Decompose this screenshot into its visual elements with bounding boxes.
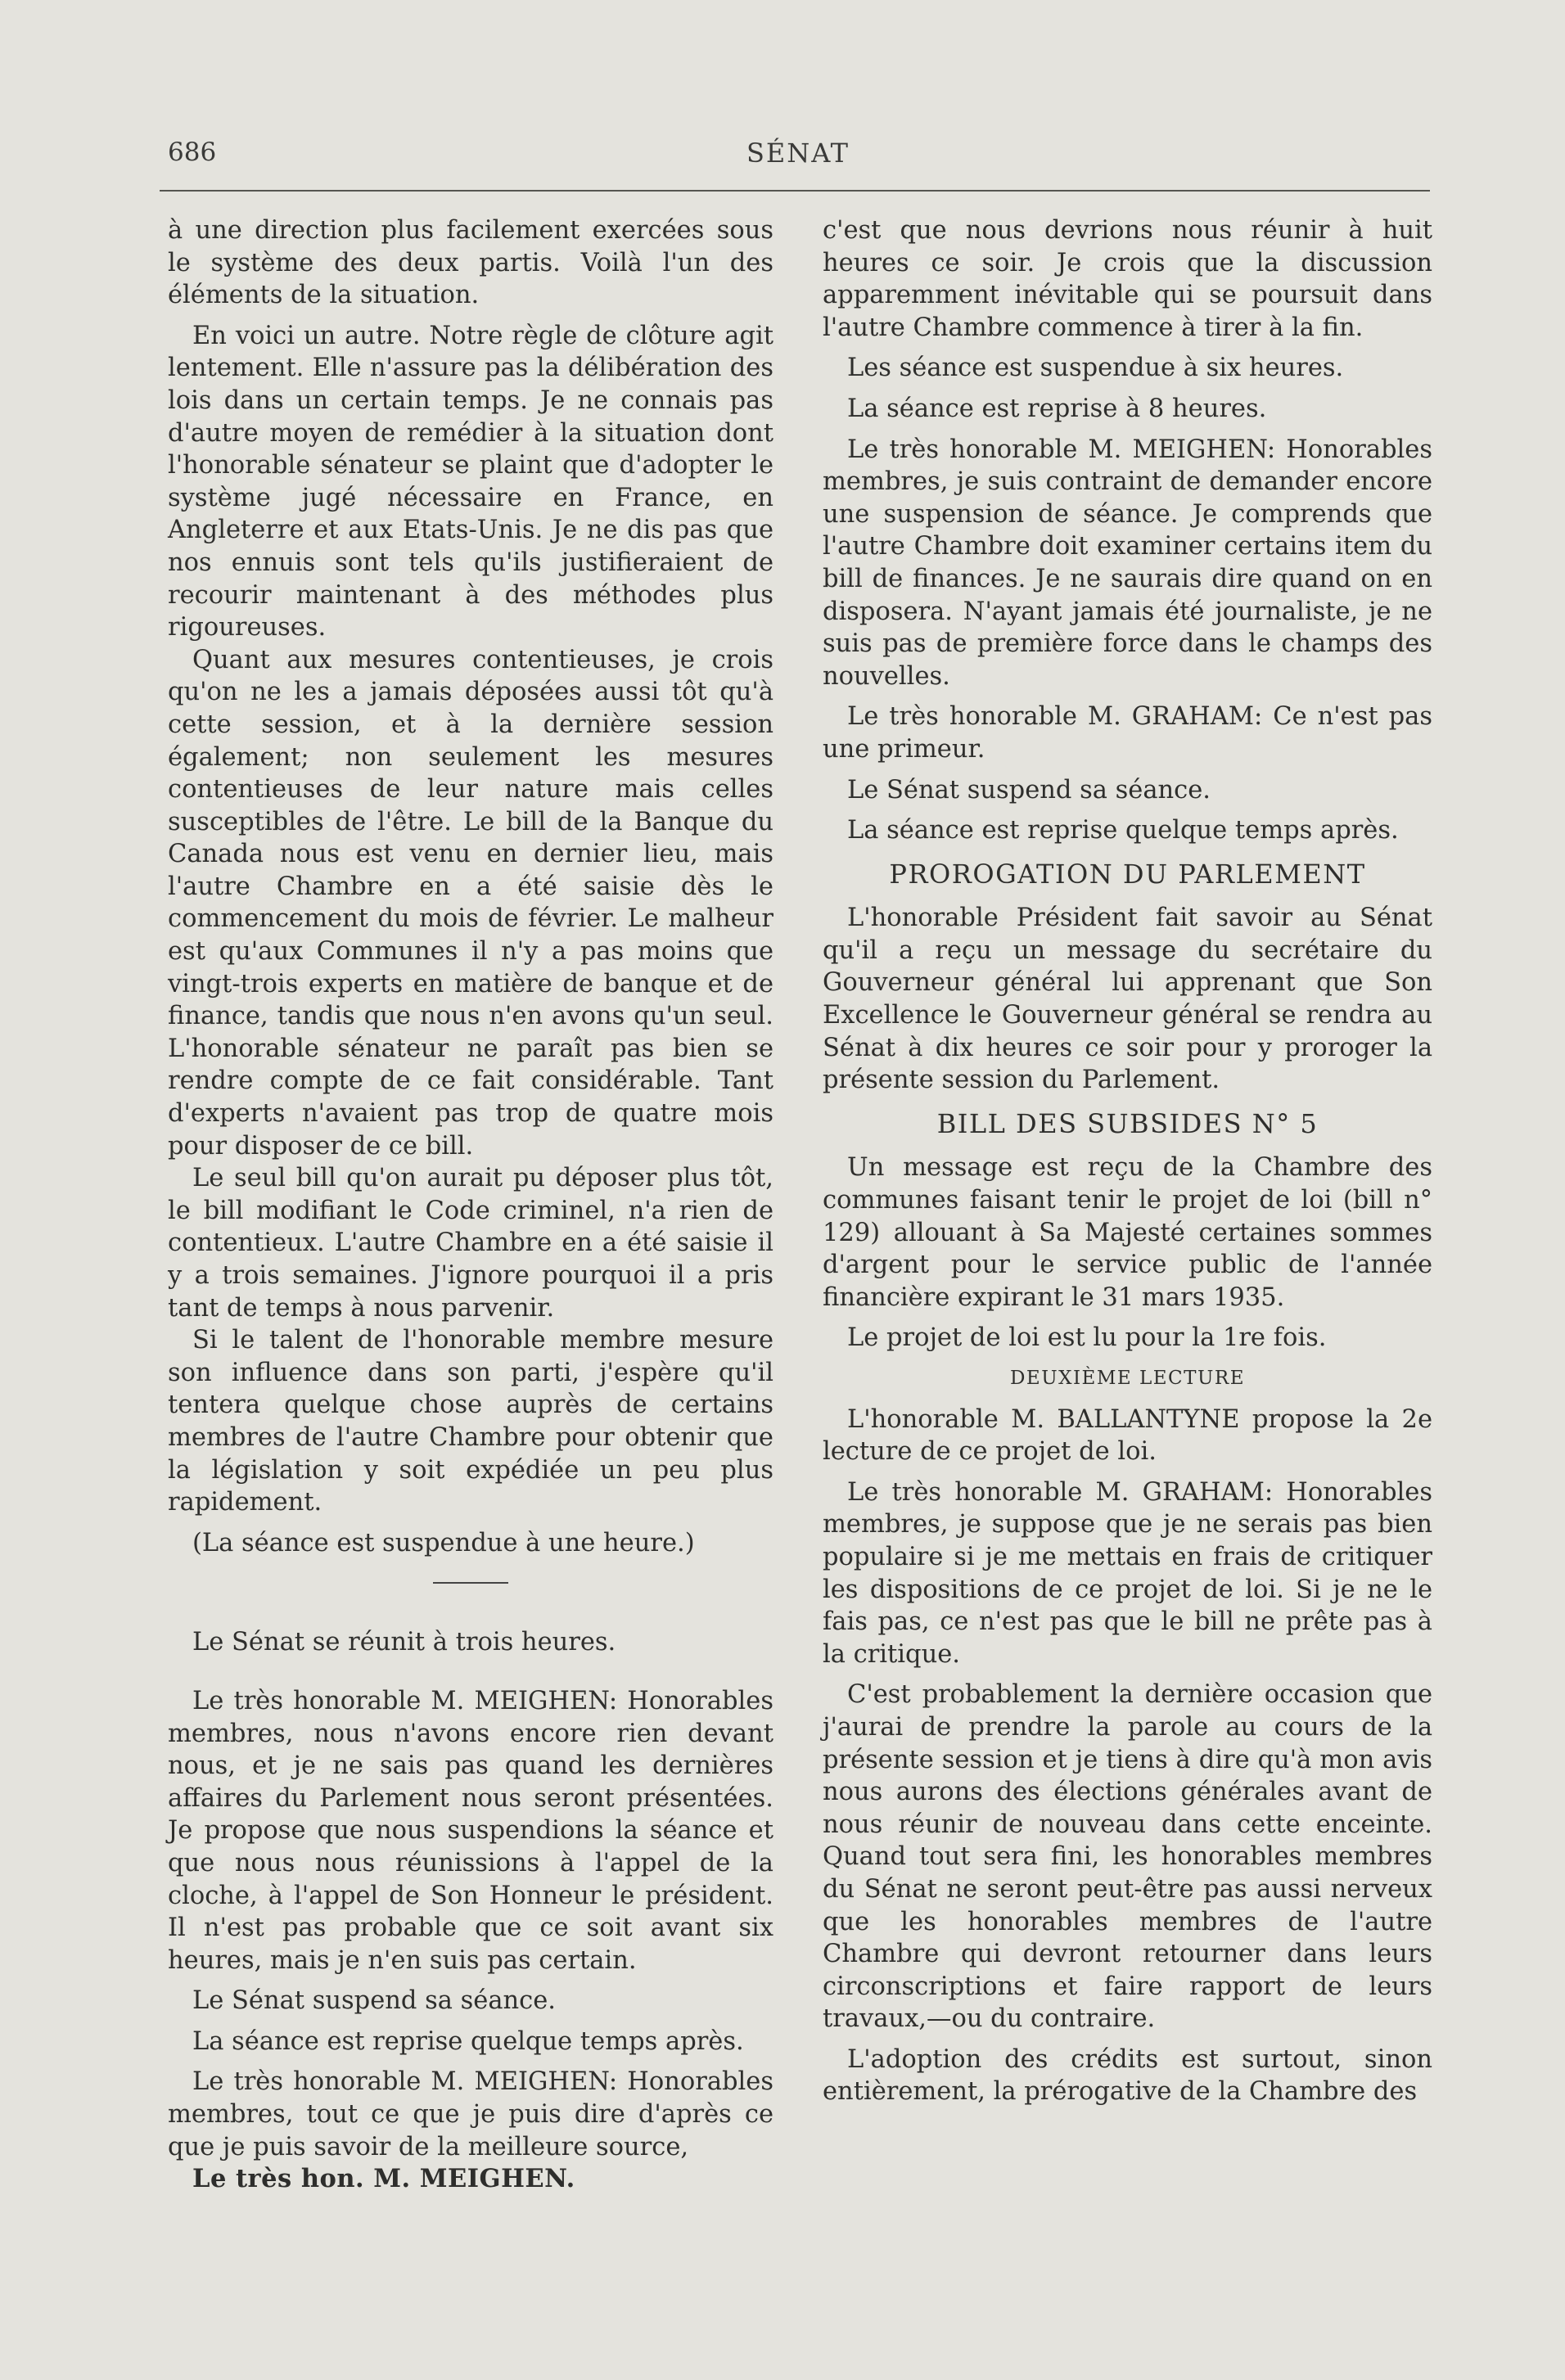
paragraph: L'honorable Président fait savoir au Sénat qu'il a reçu un message du secrétaire du Gouverneur général lui apprenant que Son Excellence le Gouverneur général se rendra au Sénat à dix heures ce soir pour y proroger la présente session du Parlement. xyxy=(823,904,1432,1095)
right-column xyxy=(823,214,1432,2116)
paragraph: Un message est reçu de la Chambre des communes faisant tenir le projet de loi (bill n° 129) allouant à Sa Majesté certaines sommes d'argent pour le service public de l'année financière expirant le 31 mars 1935. xyxy=(823,1153,1432,1312)
subsection-heading: DEUXIÈME LECTURE xyxy=(1009,1368,1245,1389)
left-column xyxy=(168,214,773,2204)
paragraph: Le très honorable M. MEIGHEN: Honorables membres, je suis contraint de demander encore une suspension de séance. Je comprends que l'autre Chambre doit examiner certains item du bill de finances. Je ne saurais dire quand on en disposera. N'ayant jamais été journaliste, je ne suis pas de première force dans le champs des nouvelles. xyxy=(823,435,1432,691)
paragraph: Si le talent de l'honorable membre mesure son influence dans son parti, j'espère qu'il tentera quelque chose auprès de certains membres de l'autre Chambre pour obtenir que la législation y soit expédiée un peu plus rapidement. xyxy=(168,1326,773,1517)
paragraph: c'est que nous devrions nous réunir à huit heures ce soir. Je crois que la discussion apparemment inévitable qui se poursuit dans l'autre Chambre commence à tirer à la fin. xyxy=(823,216,1432,342)
paragraph: La séance est reprise à 8 heures. xyxy=(847,394,1267,423)
paragraph: C'est probablement la dernière occasion que j'aurai de prendre la parole au cours de la présente session et je tiens à dire qu'à mon avis nous aurons des élections générales avant de nous réunir de nouveau dans cette enceinte. Quand tout sera fini, les honorables membres du Sénat ne seront peut-être pas aussi nerveux que les honorables membres de l'autre Chambre qui devront retourner dans leurs circonscriptions et faire rapport de leurs travaux,—ou du contraire. xyxy=(823,1680,1432,2034)
paragraph: La séance est reprise quelque temps après. xyxy=(192,2026,744,2056)
paragraph: Le seul bill qu'on aurait pu déposer plus tôt, le bill modifiant le Code criminel, n'a rien de contentieux. L'autre Chambre en a été saisie il y a trois semaines. J'ignore pourquoi il a pris tant de temps à nous parvenir. xyxy=(168,1164,773,1323)
paragraph: à une direction plus facilement exercées sous le système des deux partis. Voilà l'un des éléments de la situation. xyxy=(168,216,773,310)
paragraph: Le Sénat suspend sa séance. xyxy=(847,775,1211,805)
paragraph: Le très honorable M. MEIGHEN: Honorables membres, nous n'avons encore rien devant nous, et je ne sais pas quand les dernières affaires du Parlement nous seront présentées. Je propose que nous suspendions la séance et que nous nous réunissions à l'appel de la cloche, à l'appel de Son Honneur le président. Il n'est pas probable que ce soit avant six heures, mais je n'en suis pas certain. xyxy=(168,1686,773,1975)
paragraph: Le très honorable M. GRAHAM: Honorables membres, je suppose que je ne serais pas bien populaire si je me mettais en frais de critiquer les dispositions de ce projet de loi. Si je ne le fais pas, ce n'est pas que le bill ne prête pas à la critique. xyxy=(823,1477,1432,1669)
paragraph: Le projet de loi est lu pour la 1re fois. xyxy=(847,1323,1327,1353)
paragraph: Le très honorable M. GRAHAM: Ce n'est pas une primeur. xyxy=(823,702,1432,764)
header-rule xyxy=(160,190,1430,192)
paragraph: En voici un autre. Notre règle de clôture agit lentement. Elle n'assure pas la délibération des lois dans un certain temps. Je ne connais pas d'autre moyen de remédier à la situation dont l'honorable sénateur se plaint que d'adopter le système jugé nécessaire en France, en Angleterre et aux Etats-Unis. Je ne dis pas que nos ennuis sont tels qu'ils justifieraient de recourir maintenant à des méthodes plus rigoureuses. xyxy=(168,321,773,642)
paragraph: Le Sénat suspend sa séance. xyxy=(192,1986,556,2016)
section-heading: PROROGATION DU PARLEMENT xyxy=(889,858,1366,890)
footer-signature: Le très hon. M. MEIGHEN. xyxy=(192,2164,575,2194)
section-heading: BILL DES SUBSIDES N° 5 xyxy=(936,1107,1319,1139)
section-separator xyxy=(433,1582,508,1584)
paragraph: Le Sénat se réunit à trois heures. xyxy=(192,1628,616,1657)
paragraph: L'adoption des crédits est surtout, sinon entièrement, la prérogative de la Chambre des xyxy=(823,2044,1432,2107)
paragraph: Quant aux mesures contentieuses, je crois qu'on ne les a jamais déposées aussi tôt qu'à cette session, et à la dernière session également; non seulement les mesures contentieuses de leur nature mais celles susceptibles de l'être. Le bill de la Banque du Canada nous est venu en dernier lieu, mais l'autre Chambre en a été saisie dès le commencement du mois de février. Le malheur est qu'aux Communes il n'y a pas moins que vingt-trois experts en matière de banque et de finance, tandis que nous n'en avons qu'un seul. L'honorable sénateur ne paraît pas bien se rendre compte de ce fait considérable. Tant d'experts n'avaient pas trop de quatre mois pour disposer de ce bill. xyxy=(168,645,773,1161)
page-header xyxy=(168,137,1428,177)
running-title: SÉNAT xyxy=(746,137,850,169)
adjournment-note: (La séance est suspendue à une heure.) xyxy=(192,1528,695,1557)
paragraph: Les séance est suspendue à six heures. xyxy=(847,354,1344,383)
paragraph: La séance est reprise quelque temps après. xyxy=(847,816,1399,845)
paragraph: Le très honorable M. MEIGHEN: Honorables membres, tout ce que je puis dire d'après ce que je puis savoir de la meilleure source, xyxy=(168,2067,773,2161)
page-number: 686 xyxy=(168,137,217,167)
paragraph: L'honorable M. BALLANTYNE propose la 2e lecture de ce projet de loi. xyxy=(823,1404,1432,1467)
